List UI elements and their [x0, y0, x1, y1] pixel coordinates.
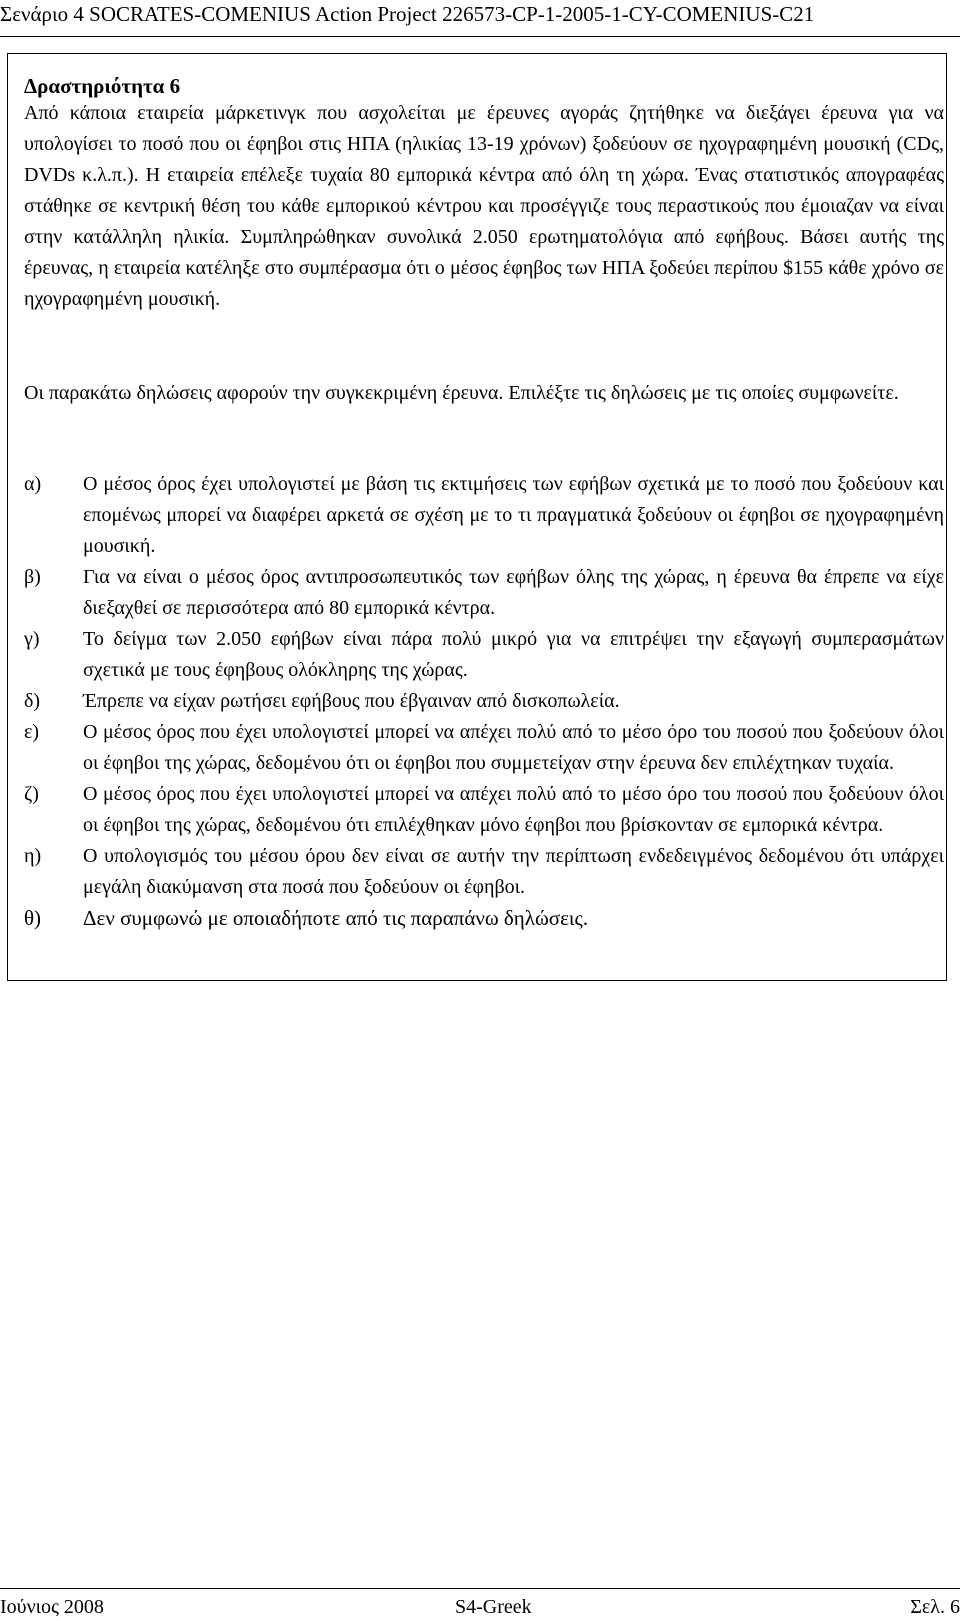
statement-item — [24, 624, 944, 686]
statement-item — [24, 717, 944, 779]
footer-document-code: S4-Greek — [455, 1596, 532, 1618]
statement-text: Ο μέσος όρος έχει υπολογιστεί με βάση τις εκτιμήσεις των εφήβων σχετικά με το ποσό που ξοδεύουν και επομένως μπορεί να διαφέρει αρκετά σε σχέση με το τι πραγματικά ξοδεύουν οι έφηβοι σε ηχογραφημένη μουσική. — [83, 473, 944, 557]
page-header: Σενάριο 4 SOCRATES-COMENIUS Action Project 226573-CP-1-2005-1-CY-COMENIUS-C21 — [0, 2, 815, 26]
statement-label: δ) — [24, 690, 41, 712]
statement-label: β) — [24, 566, 41, 588]
activity-instruction: Οι παρακάτω δηλώσεις αφορούν την συγκεκριμένη έρευνα. Επιλέξτε τις δηλώσεις με τις οποίες συμφωνείτε. — [24, 382, 899, 404]
statement-text: Έπρεπε να είχαν ρωτήσει εφήβους που έβγαιναν από δισκοπωλεία. — [83, 690, 620, 712]
statement-text: Ο μέσος όρος που έχει υπολογιστεί μπορεί να απέχει πολύ από το μέσο όρο του ποσού που ξοδεύουν όλοι οι έφηβοι της χώρας, δεδομένου ότι επιλέχθηκαν μόνο έφηβοι που βρίσκονταν σε εμπορικά κέντρα. — [83, 783, 944, 836]
statement-text: Για να είναι ο μέσος όρος αντιπροσωπευτικός των εφήβων όλης της χώρας, η έρευνα θα έπρεπε να είχε διεξαχθεί σε περισσότερα από 80 εμπορικά κέντρα. — [83, 566, 944, 619]
statement-label: ζ) — [24, 783, 39, 805]
statement-label: ε) — [24, 721, 40, 743]
activity-intro: Από κάποια εταιρεία μάρκετινγκ που ασχολείται με έρευνες αγοράς ζητήθηκε να διεξάγει έρευνα για να υπολογίσει το ποσό που οι έφηβοι στις ΗΠΑ (ηλικίας 13-19 χρόνων) ξοδεύουν σε ηχογραφημένη μουσική (CDς, DVDs κ.λ.π.). Η εταιρεία επέλεξε τυχαία 80 εμπορικά κέντρα από όλη τη χώρα. Ένας στατιστικός απογραφέας στάθηκε σε κεντρική θέση του κάθε εμπορικού κέντρου και προσέγγιζε τους περαστικούς που έμοιαζαν να είναι στην κατάλληλη ηλικία. Συμπληρώθηκαν συνολικά 2.050 ερωτηματολόγια από εφήβους. Βάσει αυτής της έρευνας, η εταιρεία κατέληξε στο συμπέρασμα ότι ο μέσος έφηβος των ΗΠΑ ξοδεύει περίπου $155 κάθε χρόνο σε ηχογραφημένη μουσική. — [24, 102, 944, 310]
statement-list — [24, 469, 944, 934]
statement-label: θ) — [24, 906, 42, 930]
statement-text: Ο υπολογισμός του μέσου όρου δεν είναι σε αυτήν την περίπτωση ενδεδειγμένος δεδομένου ότι υπάρχει μεγάλη διακύμανση στα ποσά που ξοδεύουν οι έφηβοι. — [83, 845, 944, 898]
statement-label: γ) — [24, 628, 40, 650]
header-divider — [0, 36, 960, 37]
statement-text: Ο μέσος όρος που έχει υπολογιστεί μπορεί να απέχει πολύ από το μέσο όρο του ποσού που ξοδεύουν όλοι οι έφηβοι της χώρας, δεδομένου ότι οι έφηβοι που συμμετείχαν στην έρευνα δεν επιλέχτηκαν τυχαία. — [83, 721, 944, 774]
statement-text: Δεν συμφωνώ με οποιαδήποτε από τις παραπάνω δηλώσεις. — [83, 906, 589, 930]
statement-text: Το δείγμα των 2.050 εφήβων είναι πάρα πολύ μικρό για να επιτρέψει την εξαγωγή συμπερασμάτων σχετικά με τους έφηβους ολόκληρης της χώρας. — [83, 628, 944, 681]
statement-item — [24, 686, 944, 717]
statement-label: α) — [24, 473, 42, 495]
statement-item — [24, 903, 944, 934]
statement-item — [24, 841, 944, 903]
footer-date: Ιούνιος 2008 — [0, 1596, 104, 1618]
statement-item — [24, 562, 944, 624]
footer-page-number: Σελ. 6 — [910, 1596, 960, 1618]
statement-item — [24, 779, 944, 841]
activity-title: Δραστηριότητα 6 — [24, 74, 181, 98]
footer-divider — [0, 1588, 960, 1589]
statement-item — [24, 469, 944, 562]
statement-label: η) — [24, 845, 42, 867]
